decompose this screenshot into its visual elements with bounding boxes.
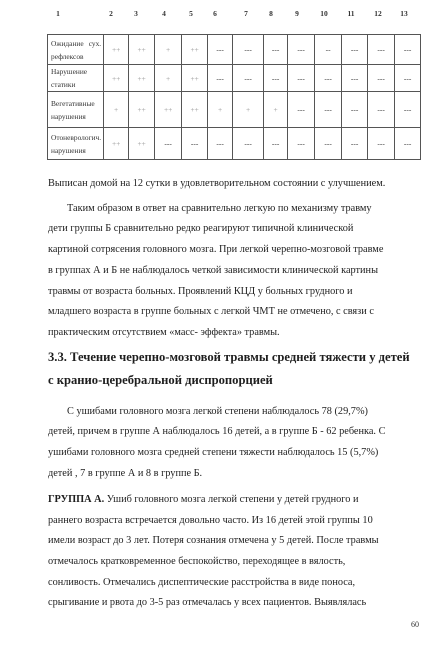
col-number: 10 [320,9,328,18]
col-number: 13 [400,9,408,18]
table-cell: --- [264,65,288,92]
table-cell: --- [208,65,233,92]
table-cell: --- [368,35,395,65]
table-cell: ++ [129,92,155,128]
table-cell: --- [342,65,368,92]
table-cell: ++ [182,35,208,65]
paragraph-line: детей, причем в группе А наблюдалось 16 детей, а в группе Б - 62 ребенка. С [48,426,386,437]
row-label: Вегетативные нарушения [48,92,104,128]
paragraph-line: отмечалось кратковременное беспокойство, переходящее в вялость, [48,556,346,567]
table-cell: --- [395,35,421,65]
table-cell: + [233,92,264,128]
table-column-numbers [0,9,448,21]
table-row [48,128,421,160]
table-cell: ++ [129,128,155,160]
table-cell: --- [315,128,342,160]
table-cell: + [264,92,288,128]
col-number: 12 [374,9,382,18]
paragraph-line: ГРУППА А. Ушиб головного мозга легкой степени у детей грудного и [48,494,359,505]
table-cell: ++ [104,128,129,160]
table-cell: ++ [104,65,129,92]
table-cell: + [104,92,129,128]
table-cell: --- [395,65,421,92]
paragraph-line: в группах А и Б не наблюдалось четкой зависимости клинической картины [48,265,378,276]
table-cell: --- [342,92,368,128]
table-cell: --- [208,128,233,160]
table-row [48,65,421,92]
table-cell: --- [233,65,264,92]
col-number: 1 [56,9,60,18]
page-number: 60 [411,620,419,629]
table-cell: --- [264,35,288,65]
table-cell: --- [264,128,288,160]
table-row [48,35,421,65]
paragraph-line: Выписан домой на 12 сутки в удовлетворительном состоянии с улучшением. [48,178,386,189]
paragraph-line: картиной сотрясения головного мозга. При легкой черепно-мозговой травме [48,244,384,255]
paragraph-line: Таким образом в ответ на сравнительно легкую по механизму травму [67,203,372,214]
paragraph-line: детей , 7 в группе А и 8 в группе Б. [48,468,203,479]
table-cell: --- [342,128,368,160]
table-cell: -- [315,35,342,65]
table-cell: --- [288,92,315,128]
col-number: 9 [295,9,299,18]
row-label: Ожидание сух. рефлексов [48,35,104,65]
table-cell: --- [395,92,421,128]
paragraph-line: практическим отсутствием «масс- эффекта» травмы. [48,327,280,338]
table-cell: --- [368,128,395,160]
table-cell: + [208,92,233,128]
table-cell: --- [288,35,315,65]
paragraph-line: имели возраст до 3 лет. Потеря сознания отмечена у 5 детей. После травмы [48,535,379,546]
table-cell: ++ [129,35,155,65]
table-cell: --- [155,128,182,160]
table-cell: --- [208,35,233,65]
table-cell: ++ [182,92,208,128]
table-cell: --- [288,65,315,92]
col-number: 3 [134,9,138,18]
paragraph-line: раннего возраста встречается довольно часто. Из 16 детей этой группы 10 [48,515,373,526]
paragraph-line: срыгивание и рвота до 3-5 раз отмечалась у всех пациентов. Выявлялась [48,597,367,608]
col-number: 11 [347,9,355,18]
col-number: 2 [109,9,113,18]
table-row [48,92,421,128]
paragraph-line: дети группы Б сравнительно редко реагируют типичной клинической [48,223,354,234]
table-cell: --- [315,65,342,92]
table-cell: --- [288,128,315,160]
col-number: 7 [244,9,248,18]
table-cell: --- [233,128,264,160]
table-cell: --- [395,128,421,160]
section-heading: с кранио-церебральной диспропорцией [48,373,273,387]
section-heading: 3.3. Течение черепно-мозговой травмы средней тяжести у детей [48,350,410,364]
col-number: 8 [269,9,273,18]
paragraph-line: травмы от возраста больных. Проявлений КЦД у больных грудного и [48,286,353,297]
paragraph-line: сонливость. Отмечались диспептические расстройства в виде поноса, [48,577,356,588]
table-cell: + [155,35,182,65]
col-number: 5 [189,9,193,18]
symptom-table [47,34,421,160]
table-cell: --- [315,92,342,128]
table-cell: --- [233,35,264,65]
table-cell: --- [342,35,368,65]
table-cell: + [155,65,182,92]
table-cell: ++ [129,65,155,92]
paragraph-line: ушибами головного мозга средней степени тяжести наблюдалось 15 (5,7%) [48,447,379,458]
row-label: Отоневрологич. нарушения [48,128,104,160]
table-cell: ++ [182,65,208,92]
paragraph-line: младшего возраста в группе больных с легкой ЧМТ не отмечено, с связи с [48,306,374,317]
table-cell: --- [368,92,395,128]
group-label: ГРУППА А. [48,494,105,505]
paragraph-line: С ушибами головного мозга легкой степени наблюдалось 78 (29,7%) [67,406,368,417]
table-cell: ++ [155,92,182,128]
col-number: 6 [213,9,217,18]
table-cell: ++ [104,35,129,65]
row-label: Нарушение статики [48,65,104,92]
table-cell: --- [182,128,208,160]
col-number: 4 [162,9,166,18]
table-cell: --- [368,65,395,92]
